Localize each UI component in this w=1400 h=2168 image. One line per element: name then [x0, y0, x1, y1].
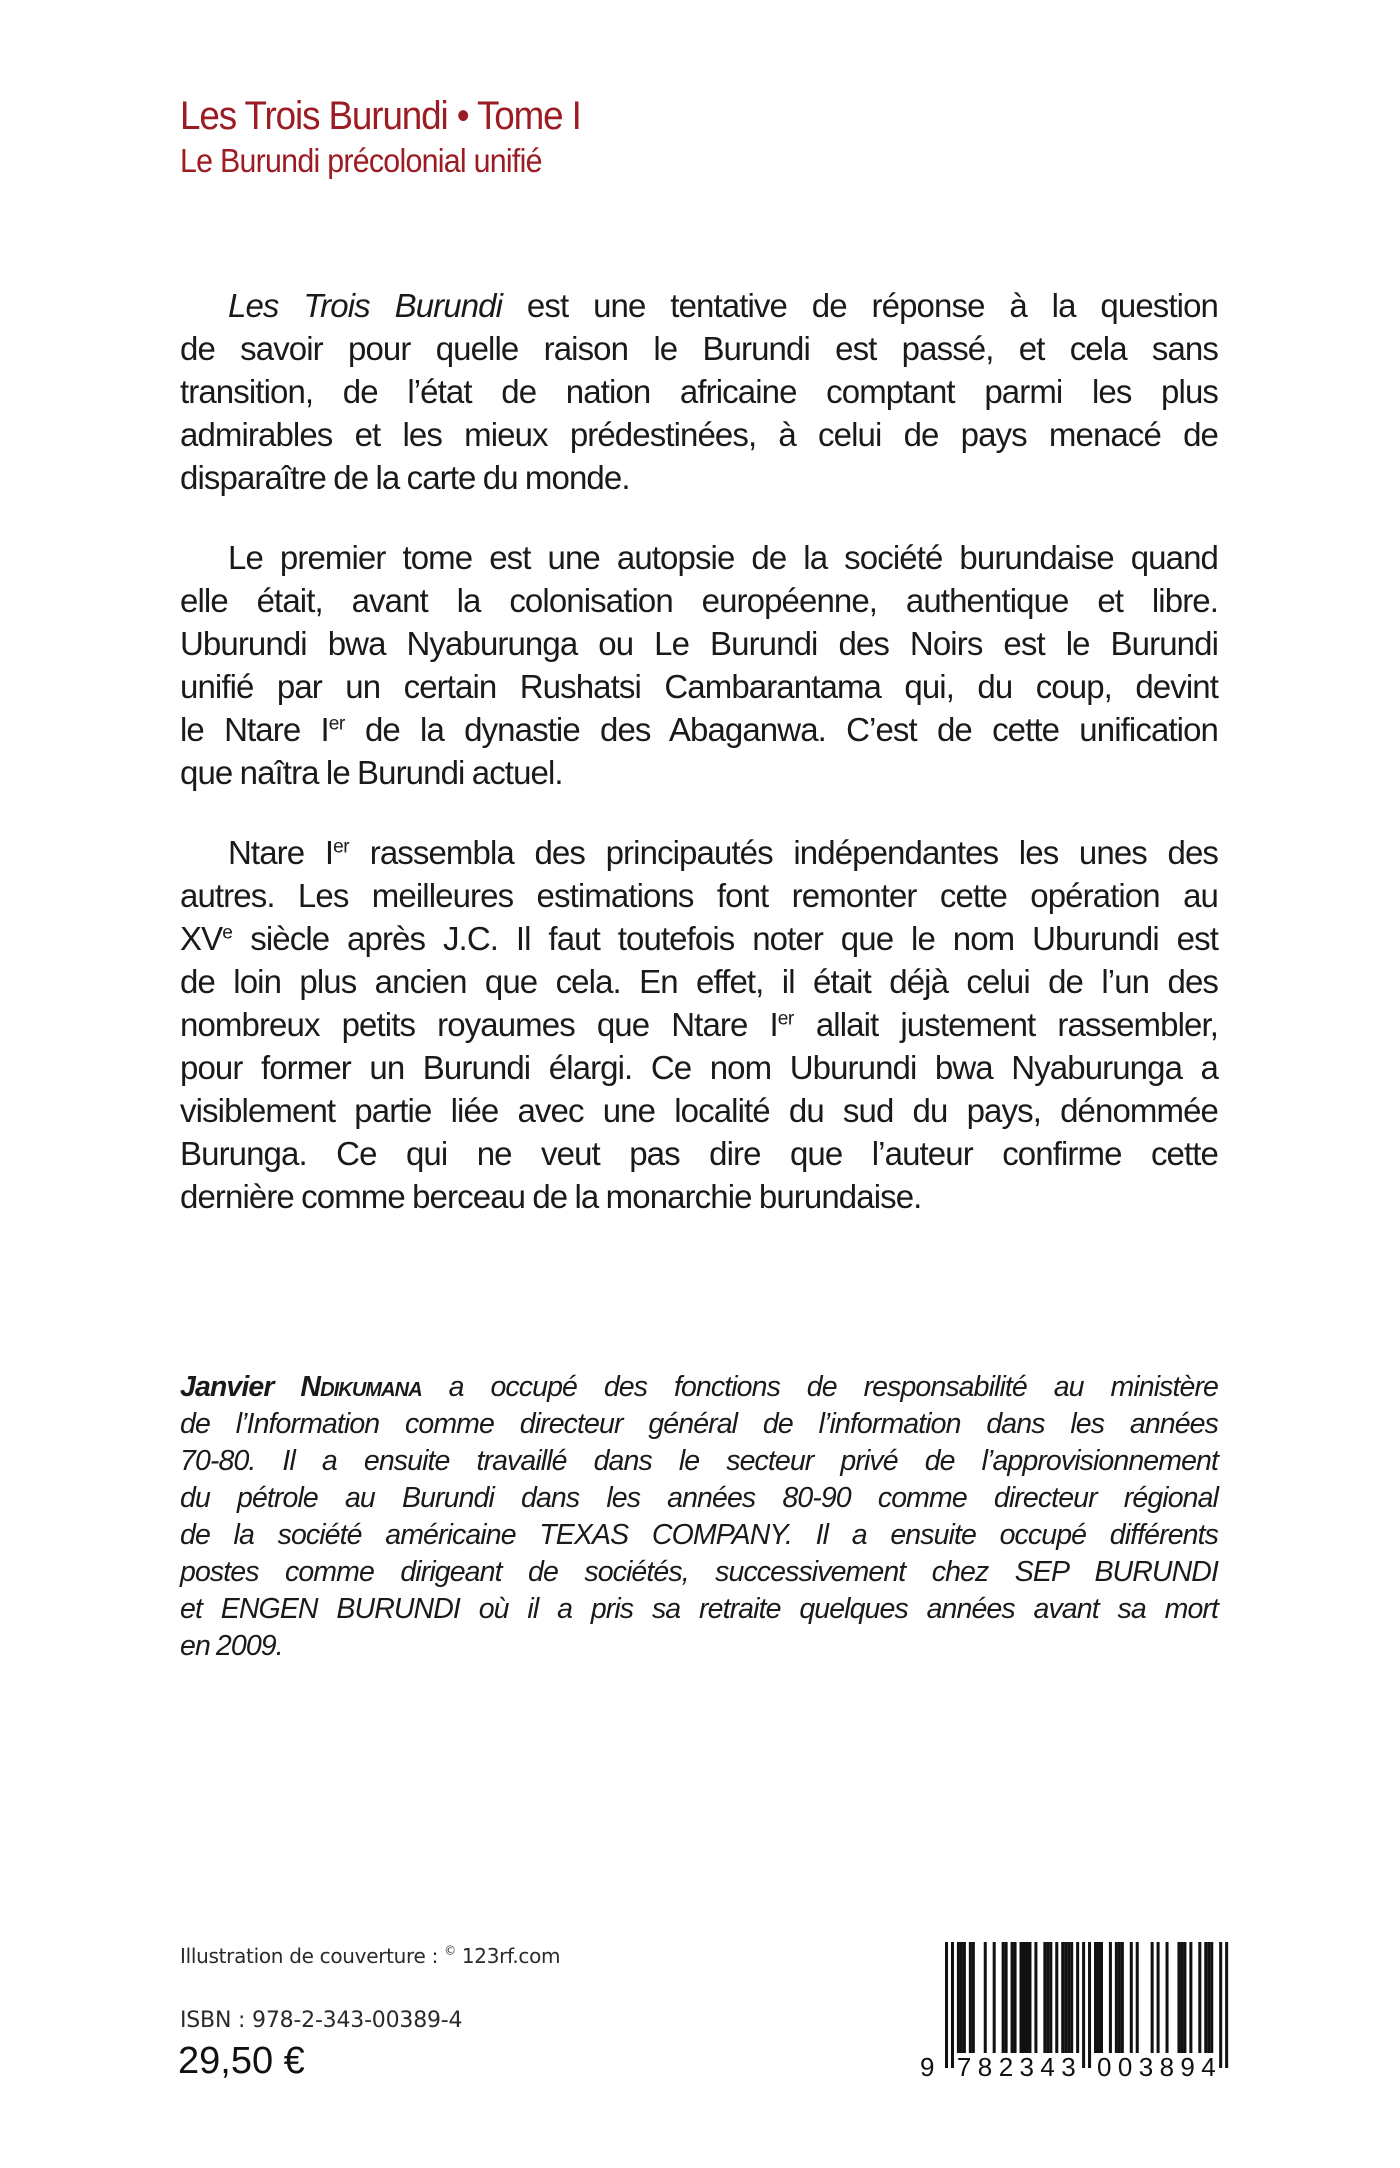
- author-bio: [180, 1369, 1218, 1665]
- blurb-line: transition, de l’état de nation africaine comptant parmi les plus: [180, 373, 1218, 410]
- superscript: e: [222, 922, 233, 944]
- illustration-credit: [180, 1944, 560, 1968]
- blurb-line: XVe siècle après J.C. Il faut toutefois noter que le nom Uburundi est: [180, 920, 1218, 957]
- blurb-line: visiblement partie liée avec une localité du sud du pays, dénommée: [180, 1092, 1218, 1129]
- bio-line: de la société américaine TEXAS COMPANY. Il a ensuite occupé différents: [180, 1519, 1218, 1551]
- bio-line: postes comme dirigeant de sociétés, successivement chez SEP BURUNDI: [180, 1556, 1218, 1588]
- blurb-line: admirables et les mieux prédestinées, à celui de pays menacé de: [180, 416, 1218, 453]
- copyright-icon: ©: [444, 1943, 456, 1958]
- blurb-line: que naîtra le Burundi actuel.: [180, 754, 563, 791]
- barcode-first-digit: 9: [920, 2052, 935, 2082]
- italic-book-title: Les Trois Burundi: [228, 287, 503, 324]
- author-last-name: Ndikumana: [300, 1371, 422, 1403]
- barcode-digit: 3: [1061, 2052, 1076, 2082]
- bio-line: en 2009.: [180, 1630, 283, 1662]
- blurb-line: Le premier tome est une autopsie de la société burundaise quand: [228, 539, 1218, 576]
- book-title: Les Trois Burundi • Tome I: [180, 94, 581, 138]
- bio-line: et ENGEN BURUNDI où il a pris sa retraite quelques années avant sa mort: [180, 1593, 1218, 1625]
- barcode-digit: 8: [1159, 2052, 1175, 2082]
- isbn-value: 978-2-343-00389-4: [252, 2008, 463, 2033]
- bio-line: du pétrole au Burundi dans les années 80-90 comme directeur régional: [180, 1482, 1218, 1514]
- bio-line: Janvier Ndikumana a occupé des fonctions de responsabilité au ministère: [180, 1371, 1219, 1403]
- barcode-digit: 9: [1180, 2052, 1195, 2082]
- blurb-line: Burunga. Ce qui ne veut pas dire que l’auteur confirme cette: [180, 1135, 1218, 1172]
- blurb-line: nombreux petits royaumes que Ntare Ier allait justement rassembler,: [180, 1006, 1219, 1043]
- title-block: [180, 92, 616, 182]
- blurb-paragraph: [180, 831, 1218, 1218]
- bio-line: de l’Information comme directeur général de l’information dans les années: [180, 1408, 1218, 1440]
- superscript: er: [333, 836, 350, 858]
- illustration-label: Illustration de couverture :: [180, 1944, 445, 1968]
- bio-line: 70-80. Il a ensuite travaillé dans le secteur privé de l’approvisionnement: [180, 1445, 1218, 1477]
- barcode-digit: 0: [1097, 2052, 1112, 2082]
- barcode-icon: [918, 1936, 1238, 2086]
- book-subtitle: Le Burundi précolonial unifié: [180, 142, 542, 179]
- barcode-digit: 7: [956, 2052, 972, 2082]
- barcode-digit: 3: [1138, 2052, 1154, 2082]
- barcode-digit: 4: [1201, 2052, 1216, 2082]
- blurb-line: de savoir pour quelle raison le Burundi est passé, et cela sans: [180, 330, 1218, 367]
- blurb-line: le Ntare Ier de la dynastie des Abaganwa. C’est de cette unification: [180, 711, 1218, 748]
- superscript: er: [328, 713, 345, 735]
- blurb-line: Les Trois Burundi est une tentative de réponse à la question: [228, 287, 1218, 324]
- blurb-line: unifié par un certain Rushatsi Cambarantama qui, du coup, devint: [180, 668, 1218, 705]
- blurb-paragraph: [180, 284, 1218, 499]
- blurb-line: elle était, avant la colonisation européenne, authentique et libre.: [180, 582, 1218, 619]
- superscript: er: [777, 1008, 794, 1030]
- blurb-paragraph: [180, 536, 1218, 794]
- barcode-digit: 0: [1117, 2052, 1133, 2082]
- barcode-digit: 4: [1040, 2052, 1055, 2082]
- barcode-digit: 2: [998, 2052, 1014, 2082]
- barcode-digit: 8: [977, 2052, 993, 2082]
- blurb: [180, 284, 1218, 1218]
- blurb-line: pour former un Burundi élargi. Ce nom Uburundi bwa Nyaburunga a: [180, 1049, 1218, 1086]
- barcode: [918, 1936, 1238, 2086]
- blurb-line: dernière comme berceau de la monarchie burundaise.: [180, 1178, 922, 1215]
- blurb-line: Uburundi bwa Nyaburunga ou Le Burundi des Noirs est le Burundi: [180, 625, 1218, 662]
- price: 29,50 €: [178, 2040, 305, 2082]
- isbn-line: [180, 2008, 462, 2033]
- blurb-line: Ntare Ier rassembla des principautés indépendantes les unes des: [228, 834, 1218, 871]
- blurb-line: de loin plus ancien que cela. En effet, il était déjà celui de l’un des: [180, 963, 1218, 1000]
- blurb-line: autres. Les meilleures estimations font remonter cette opération au: [180, 877, 1218, 914]
- illustration-source: 123rf.com: [455, 1944, 561, 1968]
- barcode-digit: 3: [1019, 2052, 1034, 2082]
- blurb-line: disparaître de la carte du monde.: [180, 459, 630, 496]
- author-first-name: Janvier: [180, 1371, 301, 1403]
- isbn-label: ISBN :: [180, 2008, 253, 2033]
